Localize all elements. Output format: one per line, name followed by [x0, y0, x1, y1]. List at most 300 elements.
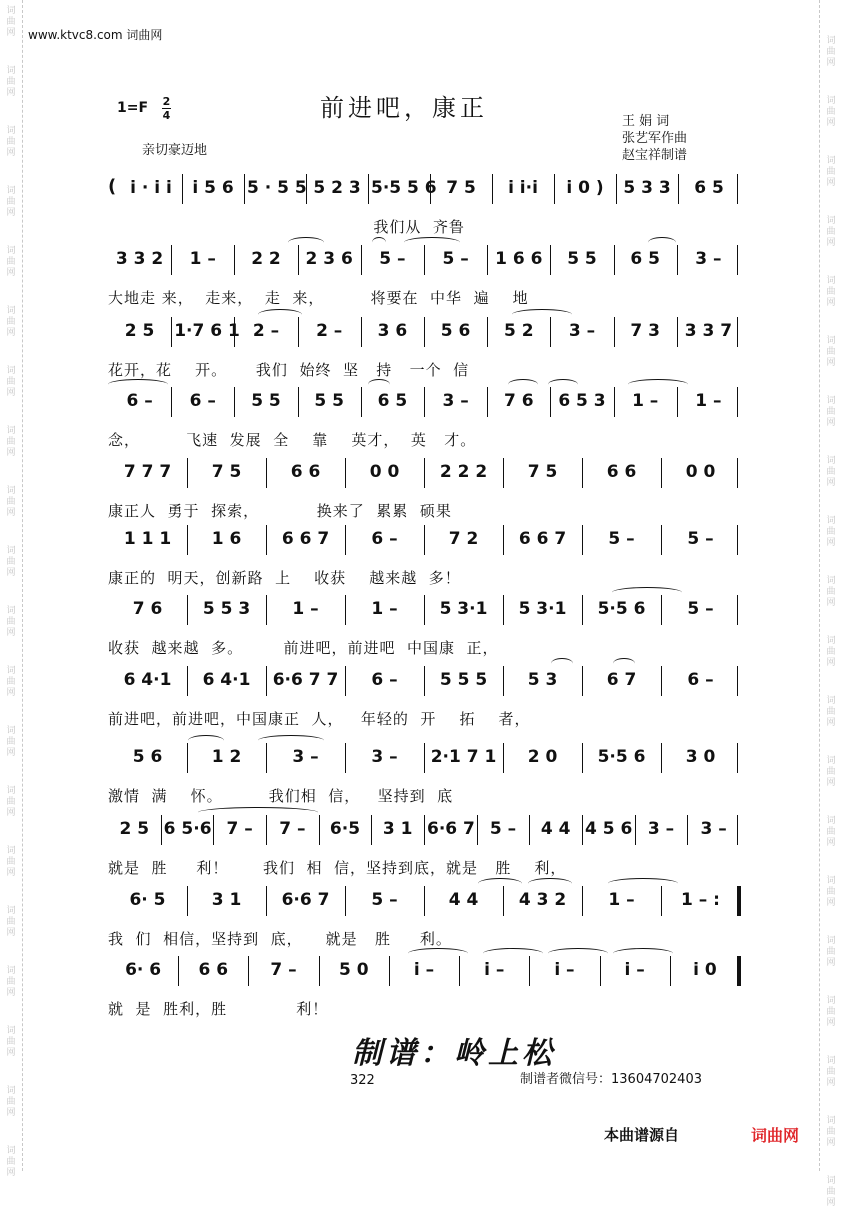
measure: 1 – — [632, 391, 659, 411]
barline — [424, 666, 425, 696]
watermark-tile: 词 曲 网 — [826, 996, 836, 1028]
final-barline — [737, 317, 738, 347]
measure: 5 5 — [251, 391, 281, 411]
measure: 7 6 — [132, 599, 163, 619]
notes-line — [108, 172, 740, 204]
barline — [459, 956, 460, 986]
measure: 6 6 — [606, 462, 637, 482]
barline — [529, 815, 530, 845]
lyric-line: 康正人 勇于 探索， 换来了 累累 硕果 — [108, 502, 452, 520]
barline — [345, 525, 346, 555]
slur — [372, 237, 386, 248]
measure: 2 – — [316, 321, 343, 341]
final-barline — [737, 743, 738, 773]
measure: 3 – — [647, 819, 675, 839]
measure: 6·6 7 — [281, 890, 330, 910]
measure: 5 · 5 5 — [247, 178, 307, 198]
watermark-tile: 词 曲 网 — [826, 336, 836, 368]
measure: 7 5 — [527, 462, 558, 482]
watermark-tile: 词 曲 网 — [826, 456, 836, 488]
lyric-line: 就 是 胜利，胜 利！ — [108, 1000, 329, 1018]
barline — [266, 525, 267, 555]
meter-top: 2 — [162, 95, 171, 108]
measure: 7 5 — [446, 178, 476, 198]
barline — [424, 743, 425, 773]
final-barline — [737, 886, 741, 916]
slur — [408, 948, 468, 959]
slur — [512, 309, 572, 320]
slur — [613, 948, 673, 959]
watermark-tile: 词 曲 网 — [6, 306, 16, 338]
watermark-tile: 词 曲 网 — [6, 1146, 16, 1178]
watermark-tile: 词 曲 网 — [826, 816, 836, 848]
final-barline — [737, 458, 738, 488]
watermark-tile: 词 曲 网 — [826, 516, 836, 548]
measure: 1 2 — [211, 747, 242, 767]
measure: 5 5 5 — [439, 670, 488, 690]
barline — [424, 815, 425, 845]
barline — [234, 387, 235, 417]
measure: 6 – — [189, 391, 216, 411]
measure: 7 – — [279, 819, 306, 839]
barline — [661, 458, 662, 488]
watermark-tile: 词 曲 网 — [6, 246, 16, 278]
measure: 5 5 — [567, 249, 597, 269]
watermark-tile: 词 曲 网 — [826, 696, 836, 728]
measure: 6 7 — [606, 670, 637, 690]
barline — [503, 458, 504, 488]
measure: 7 3 — [630, 321, 660, 341]
slur — [258, 309, 302, 320]
lyric-line: 就是 胜 利！ 我们 相 信，坚持到底，就是 胜 利， — [108, 859, 567, 877]
barline — [424, 245, 425, 275]
measure: 7 2 — [448, 529, 479, 549]
measure: 6 6 7 — [518, 529, 567, 549]
final-barline — [737, 525, 738, 555]
barline — [234, 245, 235, 275]
measure: i 0 ) — [566, 178, 604, 198]
barline — [635, 815, 636, 845]
barline — [487, 245, 488, 275]
measure: 5 3·1 — [439, 599, 488, 619]
lyricist-credit: 王 娟 词 — [622, 114, 670, 129]
barline — [171, 245, 172, 275]
transcriber-credit: 赵宝祥制谱 — [622, 148, 688, 163]
measure: 3 0 — [685, 747, 716, 767]
barline — [371, 815, 372, 845]
watermark-tile: 词 曲 网 — [826, 216, 836, 248]
watermark-tile: 词 曲 网 — [6, 486, 16, 518]
barline — [345, 458, 346, 488]
measure: 4 5 6 — [585, 819, 633, 839]
measure: 5 3 3 — [623, 178, 671, 198]
measure: 2 5 — [119, 819, 150, 839]
barline — [503, 595, 504, 625]
measure: 1 – — [371, 599, 398, 619]
measure: 3 1 — [211, 890, 242, 910]
final-barline — [737, 666, 738, 696]
slur — [551, 658, 573, 669]
measure: 5·5 6 — [597, 747, 646, 767]
watermark-tile: 词 曲 网 — [6, 846, 16, 878]
final-barline — [737, 174, 738, 204]
barline — [554, 174, 555, 204]
barline — [477, 815, 478, 845]
measure: i · i i — [130, 178, 172, 198]
notes-line — [108, 456, 740, 488]
barline — [178, 956, 179, 986]
barline — [616, 174, 617, 204]
slur — [198, 807, 318, 818]
measure: 6 4·1 — [202, 670, 251, 690]
measure: 6 6 — [290, 462, 321, 482]
measure: 5 5 3 — [202, 599, 251, 619]
slur — [258, 735, 324, 746]
notes-line — [108, 315, 740, 347]
tempo-marking: 亲切豪迈地 — [142, 143, 208, 158]
song-title: 前进吧，康正 — [320, 94, 488, 122]
barline — [361, 387, 362, 417]
measure: 1 1 1 — [123, 529, 172, 549]
barline — [503, 743, 504, 773]
barline — [550, 245, 551, 275]
watermark-tile: 词 曲 网 — [6, 6, 16, 38]
barline — [677, 245, 678, 275]
meter-bottom: 4 — [162, 109, 171, 122]
watermark-tile: 词 曲 网 — [826, 1176, 836, 1208]
slur — [612, 587, 682, 598]
barline — [266, 666, 267, 696]
measure: 5 2 — [503, 321, 534, 341]
measure: 4 3 2 — [518, 890, 567, 910]
measure: 7 5 — [211, 462, 242, 482]
composer-credit: 张艺军作曲 — [622, 131, 688, 146]
measure: 5 3·1 — [518, 599, 567, 619]
barline — [234, 317, 235, 347]
barline — [614, 317, 615, 347]
measure: 5 0 — [338, 960, 369, 980]
measure: 7 – — [270, 960, 297, 980]
final-barline — [737, 245, 738, 275]
measure: 3 – — [442, 391, 469, 411]
measure: 5 6 — [440, 321, 471, 341]
measure: 3 3 2 — [115, 249, 164, 269]
measure: 7 – — [226, 819, 253, 839]
wechat-contact: 制谱者微信号：13604702403 — [520, 1072, 702, 1087]
watermark-tile: 词 曲 网 — [6, 186, 16, 218]
slur — [548, 379, 578, 390]
barline — [550, 317, 551, 347]
barline — [529, 956, 530, 986]
slur — [483, 948, 543, 959]
measure: 6 4·1 — [123, 670, 172, 690]
measure: 1 6 6 — [495, 249, 543, 269]
measure: i – — [484, 960, 505, 980]
barline — [424, 387, 425, 417]
time-signature — [162, 96, 171, 121]
measure: 3 – — [568, 321, 596, 341]
slur — [368, 379, 390, 390]
measure: 1 – — [189, 249, 216, 269]
barline — [424, 317, 425, 347]
measure: 2 0 — [527, 747, 558, 767]
measure: 1 – — [608, 890, 635, 910]
measure: 6·6 7 7 — [272, 670, 339, 690]
lyric-line: 念， 飞速 发展 全 靠 英才， 英 才。 — [108, 431, 477, 449]
measure: 3 – — [700, 819, 727, 839]
measure: 6 5 — [377, 391, 408, 411]
measure: 3 – — [292, 747, 319, 767]
final-barline — [737, 387, 738, 417]
measure: 1 – — [292, 599, 319, 619]
slur — [528, 878, 572, 889]
measure: 3 1 — [382, 819, 413, 839]
site-url[interactable]: www.ktvc8.com 词曲网 — [28, 28, 163, 42]
measure: 6 – — [371, 670, 398, 690]
barline — [600, 956, 601, 986]
measure: 4 4 — [540, 819, 571, 839]
barline — [492, 174, 493, 204]
watermark-tile: 词 曲 网 — [6, 786, 16, 818]
slur — [628, 379, 688, 390]
barline — [187, 886, 188, 916]
barline — [187, 595, 188, 625]
final-barline — [737, 595, 738, 625]
watermark-tile: 词 曲 网 — [826, 96, 836, 128]
barline — [550, 387, 551, 417]
watermark-tile: 词 曲 网 — [6, 426, 16, 458]
measure: 3 – — [371, 747, 398, 767]
measure: 2·1 7 1 — [430, 747, 497, 767]
barline — [582, 458, 583, 488]
barline — [661, 886, 662, 916]
barline — [487, 387, 488, 417]
lyric-line: 前进吧，前进吧，中国康正 人， 年轻的 开 拓 者， — [108, 710, 531, 728]
watermark-tile: 词 曲 网 — [826, 1056, 836, 1088]
source-label: 本曲谱源自 — [604, 1126, 680, 1144]
measure: 5·5 6 — [597, 599, 646, 619]
watermark-tile: 词 曲 网 — [6, 666, 16, 698]
slur — [548, 948, 608, 959]
measure: 5 – — [379, 249, 406, 269]
measure: 6· 5 — [129, 890, 166, 910]
barline — [582, 666, 583, 696]
measure: 6·6 7 — [427, 819, 475, 839]
barline — [187, 743, 188, 773]
measure: 6 5·6 — [163, 819, 212, 839]
watermark-tile: 词 曲 网 — [826, 156, 836, 188]
barline — [266, 815, 267, 845]
measure: 5 – — [442, 249, 469, 269]
watermark-tile: 词 曲 网 — [6, 726, 16, 758]
barline — [582, 815, 583, 845]
key-signature: 1=F — [117, 100, 149, 116]
barline — [677, 387, 678, 417]
measure: 5 – — [371, 890, 398, 910]
barline — [582, 595, 583, 625]
measure: 7 6 — [503, 391, 534, 411]
barline — [266, 886, 267, 916]
measure: 5 2 3 — [313, 178, 361, 198]
measure: 3 3 7 — [684, 321, 733, 341]
measure: i – — [554, 960, 575, 980]
barline — [661, 525, 662, 555]
slur — [288, 237, 324, 248]
measure: 5 – — [687, 529, 714, 549]
barline — [582, 525, 583, 555]
barline — [503, 886, 504, 916]
slur — [188, 735, 224, 746]
barline — [244, 174, 245, 204]
lyric-line: 我们从 齐鲁 — [108, 218, 465, 236]
measure: 5 – — [489, 819, 517, 839]
measure: i – — [624, 960, 645, 980]
barline — [171, 387, 172, 417]
barline — [161, 815, 162, 845]
source-brand-link[interactable]: 词曲网 — [751, 1126, 800, 1145]
barline — [298, 317, 299, 347]
measure: 6 5 3 — [558, 391, 606, 411]
barline — [614, 245, 615, 275]
lyric-line: 激情 满 怀。 我们相 信， 坚持到 底 — [108, 787, 454, 805]
measure: 1 6 — [211, 529, 242, 549]
slur — [648, 237, 676, 248]
measure: i 5 6 — [192, 178, 234, 198]
measure: 5·5 5 6 — [371, 178, 437, 198]
barline — [187, 525, 188, 555]
measure: 6 – — [371, 529, 398, 549]
barline — [248, 956, 249, 986]
watermark-tile: 词 曲 网 — [6, 906, 16, 938]
barline — [424, 595, 425, 625]
barline — [582, 886, 583, 916]
watermark-tile: 词 曲 网 — [826, 576, 836, 608]
measure: 7 7 7 — [123, 462, 172, 482]
final-barline — [737, 956, 741, 986]
barline — [503, 525, 504, 555]
measure: 2 3 6 — [305, 249, 353, 269]
watermark-tile: 词 曲 网 — [826, 936, 836, 968]
watermark-tile: 词 曲 网 — [826, 876, 836, 908]
barline — [503, 666, 504, 696]
barline — [678, 174, 679, 204]
measure: i – — [413, 960, 435, 980]
barline — [266, 458, 267, 488]
measure: 4 4 — [448, 890, 479, 910]
barline — [345, 595, 346, 625]
measure: 6·5 — [329, 819, 361, 839]
lyric-line: 康正的 明天，创新路 上 收获 越来越 多！ — [108, 569, 461, 587]
barline — [389, 956, 390, 986]
watermark-tile: 词 曲 网 — [826, 396, 836, 428]
measure: 6 6 7 — [281, 529, 330, 549]
barline — [319, 815, 320, 845]
watermark-tile: 词 曲 网 — [6, 546, 16, 578]
barline — [430, 174, 431, 204]
measure: 6 5 — [630, 249, 660, 269]
barline — [182, 174, 183, 204]
barline — [487, 317, 488, 347]
watermark-tile: 词 曲 网 — [826, 636, 836, 668]
barline — [661, 595, 662, 625]
lyric-line: 大地走 来， 走来， 走 来， 将要在 中华 遍 地 — [108, 289, 529, 307]
watermark-tile: 词 曲 网 — [6, 966, 16, 998]
measure: 1·7 6 1 — [174, 321, 240, 341]
barline — [677, 317, 678, 347]
watermark-tile: 词 曲 网 — [6, 366, 16, 398]
page-number: 322 — [350, 1073, 375, 1088]
measure: 2 2 2 — [439, 462, 488, 482]
measure: 1 – — [695, 391, 722, 411]
final-barline — [737, 815, 738, 845]
barline — [213, 815, 214, 845]
measure: 5 – — [608, 529, 635, 549]
watermark-tile: 词 曲 网 — [826, 36, 836, 68]
barline — [368, 174, 369, 204]
measure: 5 – — [687, 599, 714, 619]
slur — [108, 379, 168, 390]
lyric-line: 我 们 相信，坚持到 底， 就是 胜 利。 — [108, 930, 452, 948]
barline — [582, 743, 583, 773]
measure: 6 – — [687, 670, 714, 690]
watermark-tile: 词 曲 网 — [6, 126, 16, 158]
slur — [613, 658, 635, 669]
barline — [266, 743, 267, 773]
watermark-tile: 词 曲 网 — [6, 1086, 16, 1118]
barline — [424, 458, 425, 488]
open-parenthesis: ( — [108, 176, 117, 197]
measure: 3 6 — [377, 321, 408, 341]
barline — [298, 387, 299, 417]
lyric-line: 花开，花 开。 我们 始终 坚 持 一个 信 — [108, 361, 470, 379]
slur — [508, 379, 538, 390]
barline — [361, 245, 362, 275]
barline — [614, 387, 615, 417]
barline — [345, 743, 346, 773]
notes-line — [108, 523, 740, 555]
barline — [361, 317, 362, 347]
barline — [424, 525, 425, 555]
barline — [319, 956, 320, 986]
measure: 6· 6 — [125, 960, 162, 980]
barline — [266, 595, 267, 625]
watermark-tile: 词 曲 网 — [826, 1116, 836, 1148]
barline — [345, 666, 346, 696]
measure: 2 – — [252, 321, 280, 341]
slur — [404, 237, 460, 248]
credits — [622, 113, 687, 164]
measure: 5 6 — [132, 747, 163, 767]
measure: 6 6 — [198, 960, 229, 980]
barline — [424, 886, 425, 916]
barline — [306, 174, 307, 204]
watermark-tile: 词 曲 网 — [826, 756, 836, 788]
measure: 0 0 — [369, 462, 400, 482]
notes-line — [108, 664, 740, 696]
watermark-tile: 词 曲 网 — [6, 606, 16, 638]
barline — [187, 666, 188, 696]
measure: 0 0 — [685, 462, 716, 482]
barline — [670, 956, 671, 986]
measure: 2 2 — [251, 249, 281, 269]
measure: 6 – — [126, 391, 153, 411]
barline — [687, 815, 688, 845]
barline — [187, 458, 188, 488]
lyric-line: 收获 越来越 多。 前进吧，前进吧 中国康 正， — [108, 639, 499, 657]
measure: i i·i — [508, 178, 538, 198]
measure: 5 3 — [527, 670, 558, 690]
watermark-tile: 词 曲 网 — [826, 276, 836, 308]
